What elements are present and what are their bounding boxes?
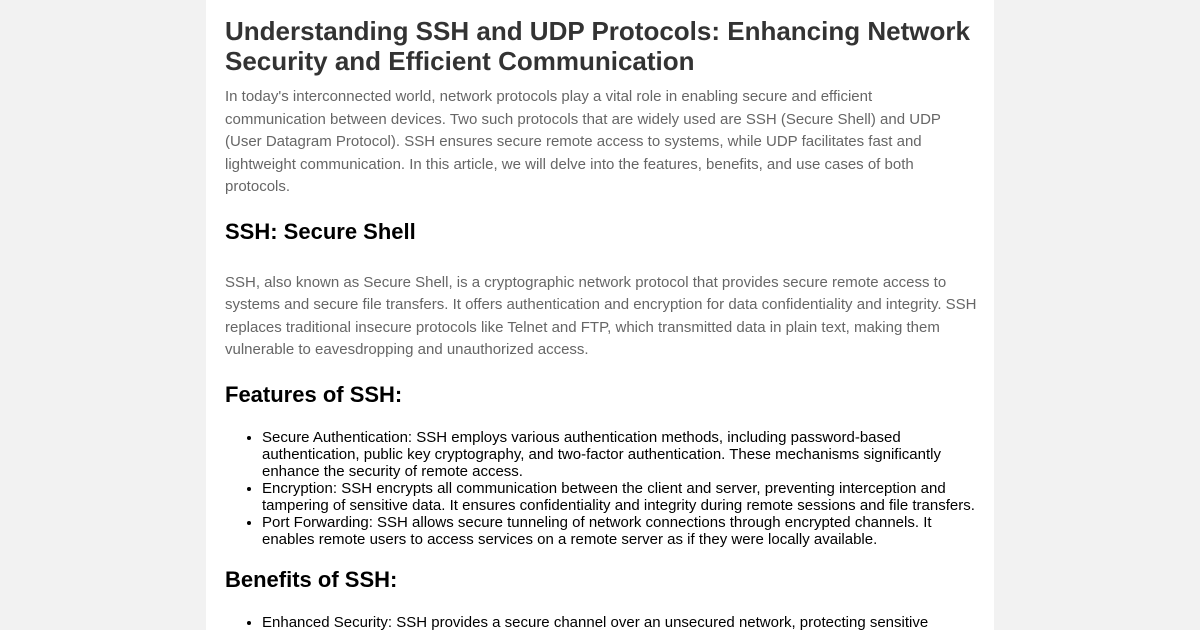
benefits-heading: Benefits of SSH:	[225, 566, 398, 592]
article-content	[225, 0, 977, 630]
ssh-paragraph: SSH, also known as Secure Shell, is a cryptographic network protocol that provides secure remote access to systems and secure file transfers. It offers authentication and encryption for data confidentiality and integrity. SSH replaces traditional insecure protocols like Telnet and FTP, which transmitted data in plain text, making them vulnerable to eavesdropping and unauthorized access.	[225, 273, 977, 358]
features-list	[225, 429, 977, 548]
list-item: • Enhanced Security: SSH provides a secure channel over an unsecured network, protecting sensitive	[262, 614, 977, 630]
list-item: • Encryption: SSH encrypts all communication between the client and server, preventing interception and tampering of sensitive data. It ensures confidentiality and integrity during remote sessions and file transfers.	[262, 480, 977, 514]
list-item: • Secure Authentication: SSH employs various authentication methods, including password-based authentication, public key cryptography, and two-factor authentication. These mechanisms significantly enhance the security of remote access.	[262, 429, 977, 480]
intro-paragraph: In today's interconnected world, network protocols play a vital role in enabling secure and efficient communication between devices. Two such protocols that are widely used are SSH (Secure Shell) and UDP (User Datagram Protocol). SSH ensures secure remote access to systems, while UDP facilitates fast and lightweight communication. In this article, we will delve into the features, benefits, and use cases of both protocols.	[225, 88, 941, 195]
benefits-list	[225, 614, 977, 630]
article-page	[206, 0, 994, 630]
ssh-heading: SSH: Secure Shell	[225, 218, 416, 244]
list-item: • Port Forwarding: SSH allows secure tunneling of network connections through encrypted channels. It enables remote users to access services on a remote server as if they were locally available.	[262, 514, 977, 548]
features-heading: Features of SSH:	[225, 381, 403, 407]
article-title: Understanding SSH and UDP Protocols: Enhancing Network Security and Efficient Communication	[225, 16, 970, 76]
